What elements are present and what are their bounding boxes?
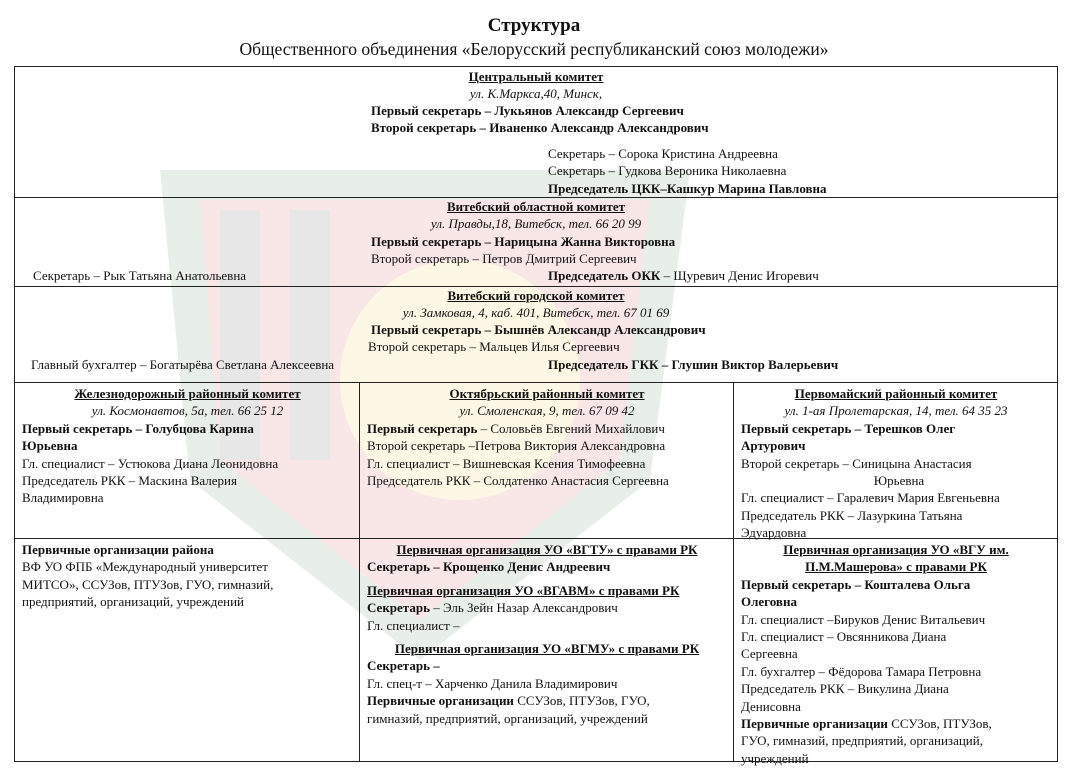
vgavm-specialist: Гл. специалист –	[367, 617, 460, 633]
vgtu-secretary: Секретарь – Крощенко Денис Андреевич	[367, 559, 611, 575]
central-chairman: Председатель ЦКК–Кашкур Марина Павловна	[548, 181, 827, 196]
primary-organization-vgu	[733, 539, 1057, 766]
oblast-first-secretary: Первый секретарь – Нарицына Жанна Викторовна	[371, 234, 676, 249]
primary-org-vgtu: Первичная организация УО «ВГТУ» с правами РК	[396, 542, 698, 557]
oblast-committee-address: ул. Правды,18, Витебск, тел. 66 20 99	[430, 216, 642, 232]
city-chief-accountant: Главный бухгалтер – Богатырёва Светлана Алексеевна	[31, 357, 335, 372]
vgu-member-line: Сергеевна	[741, 646, 798, 662]
district-member-line: Председатель РКК – Лазуркина Татьяна	[741, 507, 963, 523]
district-name: Октябрьский районный комитет	[449, 386, 645, 401]
district-member-line: Артурович	[741, 438, 806, 454]
district-committees-row	[14, 382, 1058, 541]
district-member-line: Эдуардовна	[741, 525, 807, 541]
primary-organizations-row	[14, 538, 1058, 766]
district-member-line: Юрьевна	[873, 473, 925, 489]
district-address: ул. 1-ая Пролетарская, 14, тел. 64 35 23	[784, 403, 1008, 419]
central-second-secretary: Второй секретарь – Иваненко Александр Александрович	[371, 120, 709, 135]
vgu-member-line: Гл. бухгалтер – Фёдорова Тамара Петровна	[741, 663, 982, 679]
district-member-line: Второй секретарь – Синицына Анастасия	[741, 455, 972, 471]
city-second-secretary: Второй секретарь – Мальцев Илья Сергеевич	[368, 339, 620, 354]
central-committee-name: Центральный комитет	[468, 69, 604, 84]
primary-organizations-universities	[359, 539, 733, 761]
vgu-member-line: Гл. специалист – Овсянникова Диана	[741, 629, 947, 645]
central-committee-address: ул. К.Маркса,40, Минск,	[469, 86, 603, 102]
district-name: Железнодорожный районный комитет	[74, 386, 301, 401]
city-committee-address: ул. Замковая, 4, каб. 401, Витебск, тел. 67 01 69	[402, 305, 670, 321]
city-first-secretary: Первый секретарь – Бышнёв Александр Александрович	[371, 322, 706, 337]
district-member-line: Председатель РКК – Маскина Валерия	[22, 473, 237, 489]
vgu-first-secretary-line2: Олеговна	[741, 594, 797, 610]
vgu-primary-line3: учреждений	[741, 750, 809, 766]
central-committee-section	[14, 66, 1058, 197]
district-member-line: Гл. специалист – Вишневская Ксения Тимофеевна	[367, 455, 646, 471]
district-committee-pervomaisky	[733, 383, 1057, 541]
vgavm-secretary: Секретарь – Эль Зейн Назар Александрович	[367, 600, 618, 616]
oblast-secretary: Секретарь – Рык Татьяна Анатольевна	[33, 268, 247, 283]
district-member-line: Первый секретарь – Соловьёв Евгений Михайлович	[367, 420, 665, 436]
district-address: ул. Космонавтов, 5а, тел. 66 25 12	[91, 403, 284, 419]
central-first-secretary: Первый секретарь – Лукьянов Александр Сергеевич	[371, 103, 684, 118]
central-secretary-1: Секретарь – Сорока Кристина Андреевна	[548, 146, 778, 161]
primary-org-vgu: Первичная организация УО «ВГУ им.	[783, 542, 1009, 557]
primary-text-line: предприятий, организаций, учреждений	[22, 594, 244, 610]
vgu-member-line: Председатель РКК – Викулина Диана	[741, 681, 949, 697]
vgu-primary-line2: ГУО, гимназий, предприятий, организаций,	[741, 733, 983, 749]
vgmu-secretary: Секретарь –	[367, 658, 440, 674]
vgu-first-secretary: Первый секретарь – Кошталева Ольга	[741, 576, 971, 592]
district-committee-oktyabrsky	[359, 383, 733, 538]
district-member-line: Первый секретарь – Терешков Олег	[741, 420, 956, 436]
vgu-member-line: Денисовна	[741, 698, 801, 714]
primary-organizations-district	[15, 539, 359, 761]
district-member-line: Первый секретарь – Голубцова Карина	[22, 420, 254, 436]
district-member-line: Председатель РКК – Солдатенко Анастасия Сергеевна	[367, 473, 669, 489]
city-committee-name: Витебский городской комитет	[447, 288, 625, 303]
district-committee-zheleznodorozhny	[15, 383, 359, 538]
city-committee-section	[14, 286, 1058, 382]
district-members	[22, 420, 359, 507]
district-member-line: Гл. специалист – Устюкова Диана Леонидовна	[22, 455, 279, 471]
oblast-second-secretary: Второй секретарь – Петров Дмитрий Сергеевич	[371, 251, 637, 266]
district-name: Первомайский районный комитет	[794, 386, 998, 401]
document-subtitle: Общественного объединения «Белорусский республиканский союз молодежи»	[239, 39, 829, 59]
primary-org-vgavm: Первичная организация УО «ВГАВМ» с правами РК	[367, 582, 680, 598]
primary-org-vgmu: Первичная организация УО «ВГМУ» с правами РК	[394, 641, 700, 657]
district-address: ул. Смоленская, 9, тел. 67 09 42	[459, 403, 635, 419]
document-title: Структура	[487, 15, 581, 36]
vgmu-primary: Первичные организации ССУЗов, ПТУЗов, ГУО,	[367, 693, 650, 709]
document-header	[0, 14, 1068, 60]
primary-org-vgu-line2: П.М.Машерова» с правами РК	[805, 559, 987, 575]
oblast-committee-name: Витебский областной комитет	[446, 199, 626, 214]
city-chairman: Председатель ГКК – Глушин Виктор Валерьевич	[548, 357, 839, 372]
district-member-line: Гл. специалист – Гаралевич Мария Евгеньевна	[741, 490, 1000, 506]
primary-heading: Первичные организации района	[22, 542, 214, 557]
central-secretary-2: Секретарь – Гудкова Вероника Николаевна	[548, 163, 787, 178]
vgu-primary: Первичные организации ССУЗов, ПТУЗов,	[741, 716, 992, 732]
vgu-member-line: Гл. специалист –Бируков Денис Витальевич	[741, 611, 986, 627]
primary-text-line: МИТСО», ССУЗов, ПТУЗов, ГУО, гимназий,	[22, 576, 274, 592]
primary-text-line: ВФ УО ФПБ «Международный университет	[22, 559, 268, 575]
district-member-line: Юрьевна	[22, 438, 78, 454]
district-member-line: Второй секретарь –Петрова Виктория Александровна	[367, 438, 666, 454]
district-members	[367, 420, 733, 490]
district-member-line: Владимировна	[22, 490, 104, 506]
vgmu-primary-line2: гимназий, предприятий, организаций, учреждений	[367, 710, 648, 726]
oblast-chairman: Председатель ОКК – Щуревич Денис Игоревич	[548, 268, 819, 283]
oblast-committee-section	[14, 197, 1058, 286]
district-members	[741, 420, 1057, 542]
vgmu-specialist: Гл. спец-т – Харченко Данила Владимирович	[367, 675, 618, 691]
